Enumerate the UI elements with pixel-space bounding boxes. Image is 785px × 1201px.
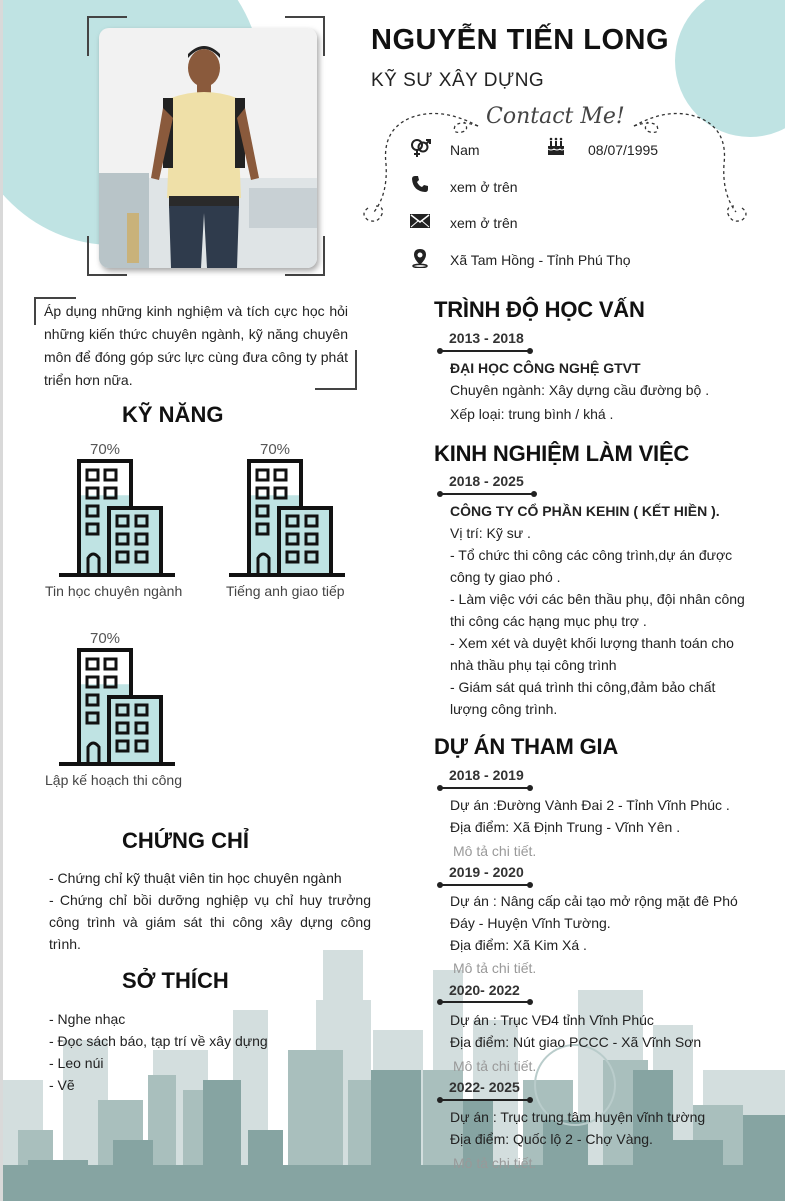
email-value: xem ở trên xyxy=(450,215,518,231)
skill-percent: 70% xyxy=(90,441,121,458)
project-location: Địa điểm: Quốc lộ 2 - Chợ Vàng. xyxy=(450,1131,653,1147)
job-title: KỸ SƯ XÂY DỰNG xyxy=(371,70,545,91)
projects-heading: DỰ ÁN THAM GIA xyxy=(434,734,619,759)
experience-duty: - Tổ chức thi công các công trình,dự án được công ty giao phó . xyxy=(450,547,733,585)
skill-label: Tin học chuyên ngành xyxy=(45,583,183,599)
phone-icon xyxy=(411,175,429,193)
project-location: Địa điểm: Nút giao PCCC - Xã Vĩnh Sơn xyxy=(450,1034,702,1050)
timeline-marker xyxy=(439,787,531,789)
building-icon xyxy=(57,458,177,580)
building-icon xyxy=(57,647,177,769)
mail-icon xyxy=(410,213,430,229)
experience-company: CÔNG TY CỔ PHẦN KEHIN ( KẾT HIỀN ). xyxy=(450,503,720,519)
timeline-marker xyxy=(439,1099,531,1101)
experience-duty: - Làm việc với các bên thầu phụ, đội nhân công thi công các hạng mục phụ trợ . xyxy=(450,591,745,629)
phone-value: xem ở trên xyxy=(450,179,518,195)
education-heading: TRÌNH ĐỘ HỌC VẤN xyxy=(434,297,645,322)
experience-duty: - Giám sát quá trình thi công,đảm bảo chất lượng công trình. xyxy=(450,679,716,717)
skill-percent: 70% xyxy=(260,441,291,458)
project-period: 2020- 2022 xyxy=(449,982,520,998)
education-major: Chuyên ngành: Xây dựng cầu đường bộ . xyxy=(450,382,710,398)
project-detail: Mô tả chi tiết. xyxy=(453,960,537,976)
project-name: Dự án :Đường Vành Đai 2 - Tỉnh Vĩnh Phúc . xyxy=(450,797,730,813)
skill-label: Lập kế hoạch thi công xyxy=(45,772,182,788)
experience-period: 2018 - 2025 xyxy=(449,473,524,489)
hobby-item: - Đọc sách báo, tạp trí về xây dựng xyxy=(49,1033,268,1049)
skills-heading: KỸ NĂNG xyxy=(122,402,224,427)
project-location: Địa điểm: Xã Kim Xá . xyxy=(450,937,587,953)
education-grade: Xếp loại: trung bình / khá . xyxy=(450,406,614,422)
skill-percent: 70% xyxy=(90,630,121,647)
experience-heading: KINH NGHIỆM LÀM VIỆC xyxy=(434,441,690,466)
project-detail: Mô tả chi tiết. xyxy=(453,1155,537,1171)
birthday-cake-icon xyxy=(546,137,566,157)
project-location: Địa điểm: Xã Định Trung - Vĩnh Yên . xyxy=(450,819,681,835)
birthday-value: 08/07/1995 xyxy=(588,142,659,158)
candidate-name: NGUYỄN TIẾN LONG xyxy=(371,24,670,56)
hobby-item: - Vẽ xyxy=(49,1077,75,1093)
contact-heading: Contact Me! xyxy=(486,104,625,129)
project-detail: Mô tả chi tiết. xyxy=(453,1058,537,1074)
certificates-heading: CHỨNG CHỈ xyxy=(122,828,250,853)
project-name: Dự án : Nâng cấp cải tạo mở rộng mặt đê Phó Đáy - Huyện Vĩnh Tường. xyxy=(450,893,738,931)
experience-duty: - Xem xét và duyệt khối lượng thanh toán cho nhà thầu phụ tại công trình xyxy=(450,635,734,673)
gender-icon xyxy=(409,137,431,159)
hobbies-heading: SỞ THÍCH xyxy=(122,968,229,993)
certificate-item: - Chứng chỉ bồi dưỡng nghiệp vụ chỉ huy trưởng công trình và giám sát thi công xây dựng công trình. xyxy=(49,892,371,952)
hobby-item: - Nghe nhạc xyxy=(49,1011,126,1027)
hobby-item: - Leo núi xyxy=(49,1055,104,1071)
project-name: Dự án : Trục trung tâm huyện vĩnh tường xyxy=(450,1109,706,1125)
experience-position: Vị trí: Kỹ sư . xyxy=(450,525,531,541)
project-name: Dự án : Trục VĐ4 tỉnh Vĩnh Phúc xyxy=(450,1012,654,1028)
project-detail: Mô tả chi tiết. xyxy=(453,843,537,859)
project-period: 2019 - 2020 xyxy=(449,864,524,880)
timeline-marker xyxy=(439,884,531,886)
project-period: 2018 - 2019 xyxy=(449,767,524,783)
certificate-item: - Chứng chỉ kỹ thuật viên tin học chuyên ngành xyxy=(49,870,342,886)
education-period: 2013 - 2018 xyxy=(449,330,524,346)
project-period: 2022- 2025 xyxy=(449,1079,520,1095)
building-icon xyxy=(227,458,347,580)
address-value: Xã Tam Hồng - Tỉnh Phú Thọ xyxy=(450,252,631,268)
timeline-marker xyxy=(439,350,531,352)
resume-page xyxy=(3,0,785,1201)
profile-photo xyxy=(99,28,317,268)
career-summary: Áp dụng những kinh nghiệm và tích cực học hỏi những kiến thức chuyên ngành, kỹ năng chuyên môn để đóng góp sức lực cùng đưa công ty phát triển hơn nữa. xyxy=(44,303,348,388)
skill-label: Tiếng anh giao tiếp xyxy=(226,583,345,599)
city-skyline-illustration xyxy=(3,930,785,1201)
gender-value: Nam xyxy=(450,142,480,158)
timeline-marker xyxy=(439,1001,531,1003)
education-school: ĐẠI HỌC CÔNG NGHỆ GTVT xyxy=(450,360,641,376)
timeline-marker xyxy=(439,493,535,495)
location-pin-icon xyxy=(411,248,429,268)
